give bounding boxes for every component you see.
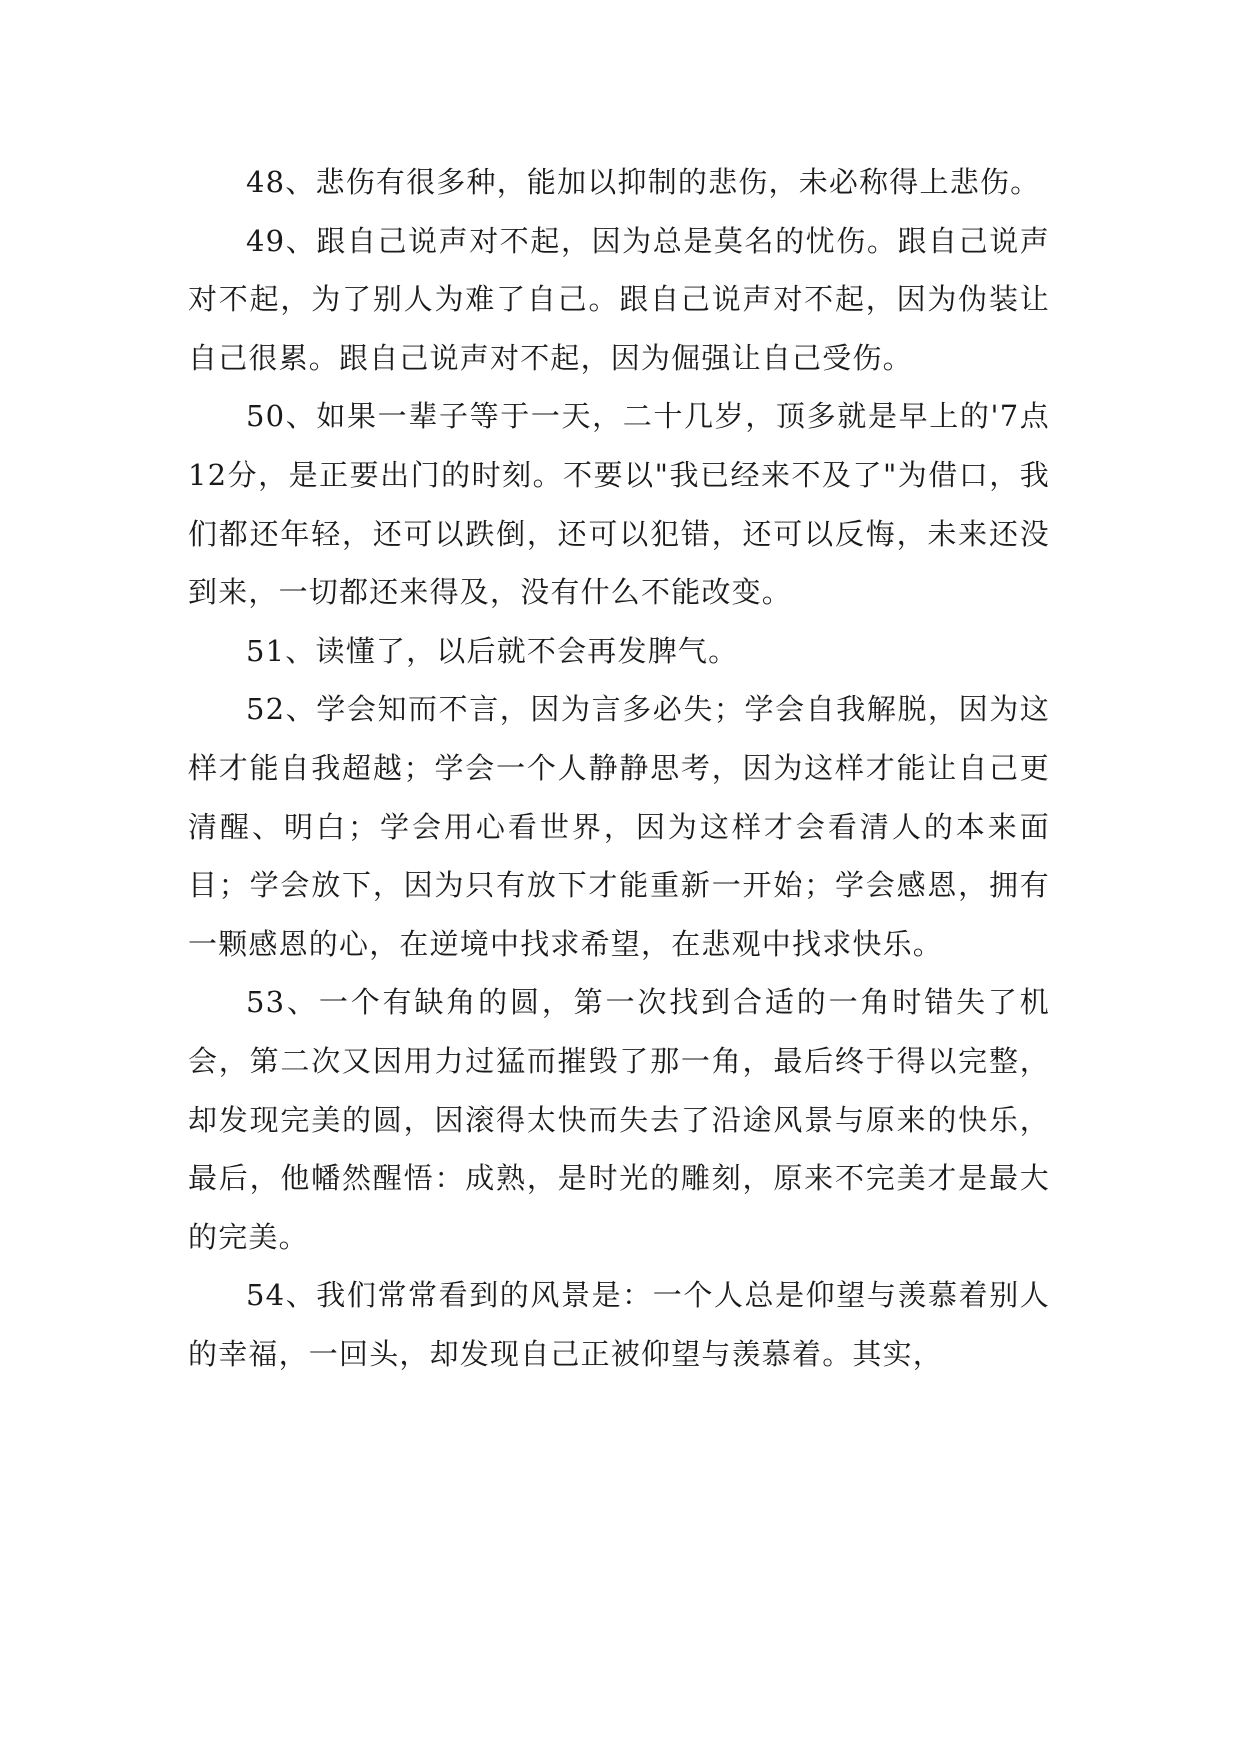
paragraph-52: 52、学会知而不言，因为言多必失；学会自我解脱，因为这样才能自我超越；学会一个人静静思考，因为这样才能让自己更清醒、明白；学会用心看世界，因为这样才会看清人的本来面目；学会放下，因为只有放下才能重新一开始；学会感恩，拥有一颗感恩的心，在逆境中找求希望，在悲观中找求快乐。 (188, 692, 1050, 961)
document-body (188, 153, 1050, 1383)
paragraph-49: 49、跟自己说声对不起，因为总是莫名的忧伤。跟自己说声对不起，为了别人为难了自己。跟自己说声对不起，因为伪装让自己很累。跟自己说声对不起，因为倔强让自己受伤。 (188, 223, 1050, 375)
paragraph-48: 48、悲伤有很多种，能加以抑制的悲伤，未必称得上悲伤。 (246, 165, 1041, 199)
paragraph-50: 50、如果一辈子等于一天，二十几岁，顶多就是早上的'7点12分，是正要出门的时刻。不要以"我已经来不及了"为借口，我们都还年轻，还可以跌倒，还可以犯错，还可以反悔，未来还没到来，一切都还来得及，没有什么不能改变。 (188, 399, 1050, 610)
paragraph-54: 54、我们常常看到的风景是：一个人总是仰望与羡慕着别人的幸福，一回头，却发现自己正被仰望与羡慕着。其实， (188, 1278, 1050, 1371)
paragraph-53: 53、一个有缺角的圆，第一次找到合适的一角时错失了机会，第二次又因用力过猛而摧毁了那一角，最后终于得以完整，却发现完美的圆，因滚得太快而失去了沿途风景与原来的快乐，最后，他幡然醒悟：成熟，是时光的雕刻，原来不完美才是最大的完美。 (188, 985, 1050, 1254)
paragraph-51: 51、读懂了，以后就不会再发脾气。 (246, 633, 739, 668)
